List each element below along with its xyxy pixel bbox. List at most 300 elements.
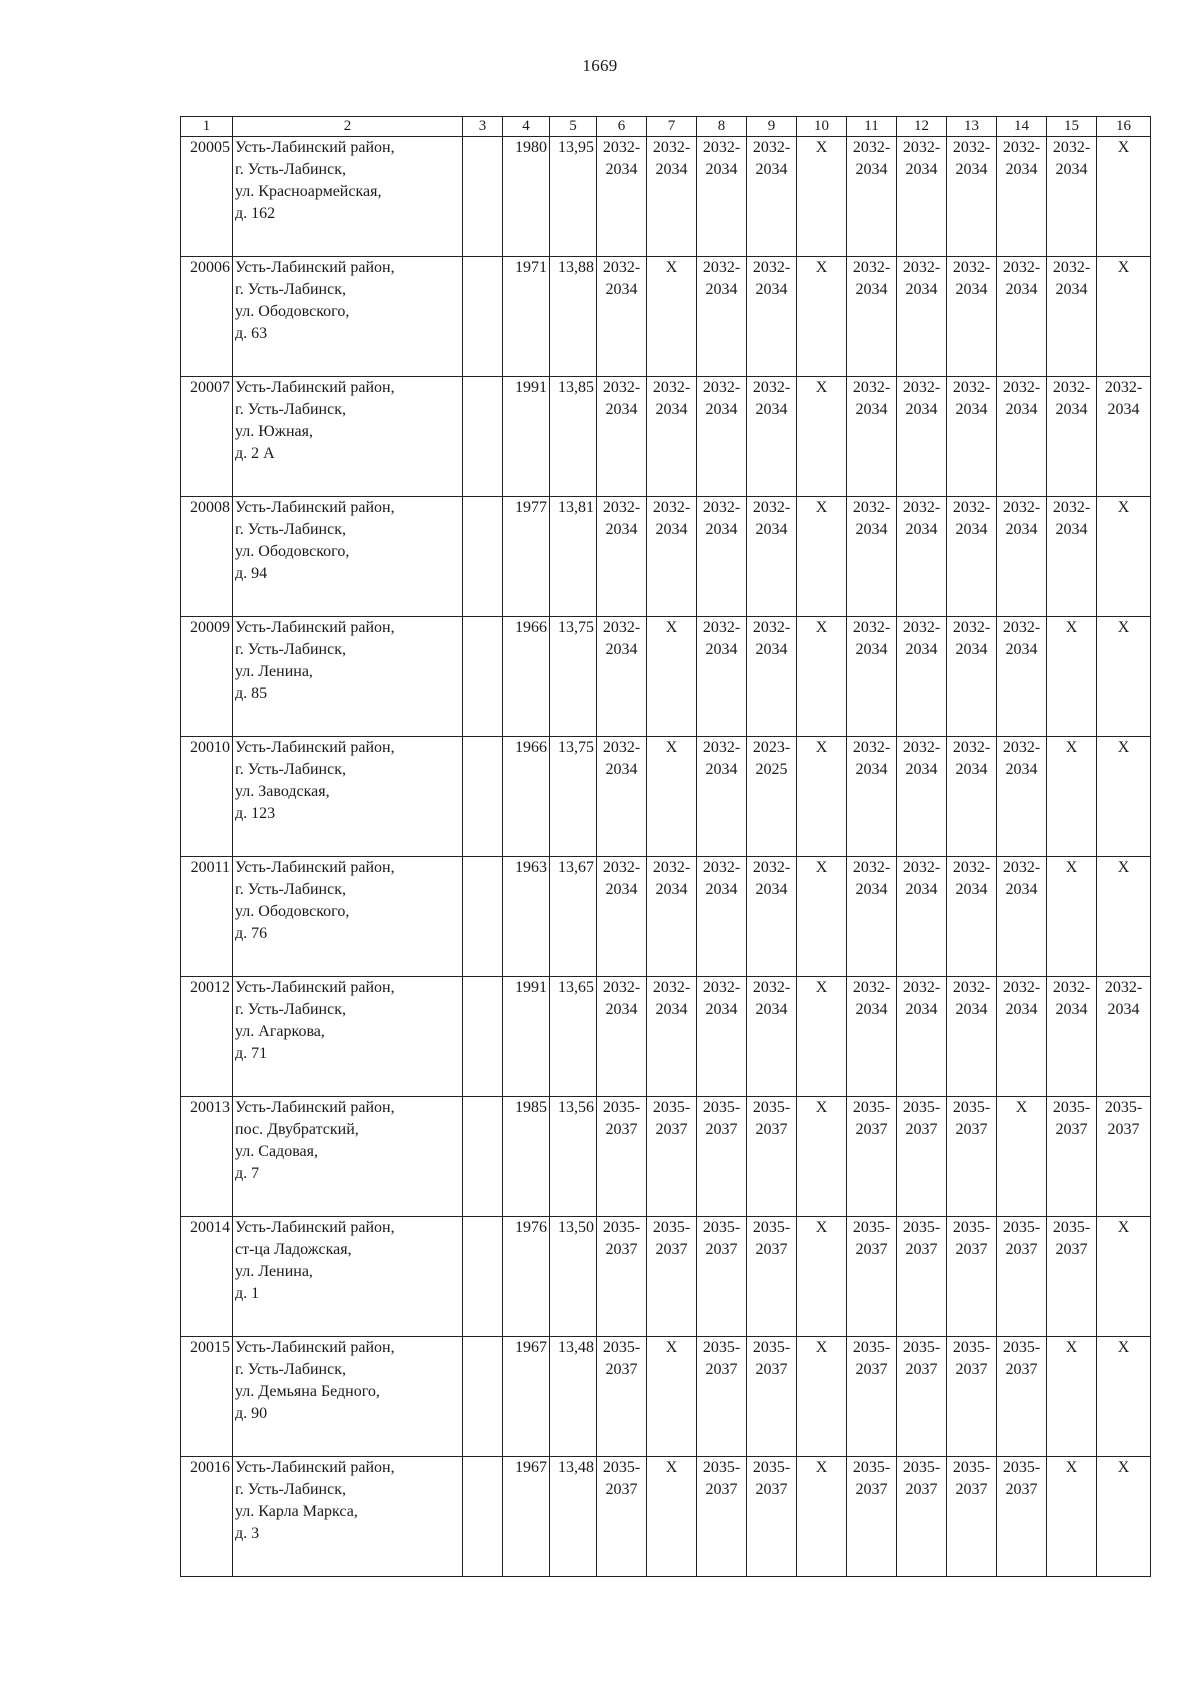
column-3-cell [463, 137, 503, 257]
term-part: 2035- [852, 1099, 891, 1116]
address-cell [233, 617, 463, 737]
column-header-9: 9 [747, 117, 797, 137]
term-part: 2032- [702, 139, 741, 156]
address-line: пос. Двубратский, [235, 1121, 359, 1138]
term-cell [697, 617, 747, 737]
term-part: 2034 [955, 281, 988, 298]
term-cell [1047, 977, 1097, 1097]
page-number: 1669 [582, 56, 618, 75]
address-line: Усть-Лабинский район, [235, 1219, 395, 1236]
not-applicable-cell: Х [797, 377, 847, 497]
address-line: д. 123 [235, 805, 276, 822]
term-part: 2034 [605, 1001, 638, 1018]
term-part: 2032- [902, 859, 941, 876]
term-part: 2034 [705, 521, 738, 538]
term-cell [647, 1097, 697, 1217]
term-cell [647, 497, 697, 617]
term-part: 2037 [655, 1241, 688, 1258]
term-part: 2032- [852, 619, 891, 636]
term-cell [847, 497, 897, 617]
term-cell [997, 857, 1047, 977]
address-line: ул. Ободовского, [235, 543, 350, 560]
term-part: 2035- [752, 1339, 791, 1356]
term-part: 2037 [955, 1481, 988, 1498]
year-cell: 1991 [503, 977, 550, 1097]
term-part: 2035- [602, 1099, 641, 1116]
term-cell [847, 857, 897, 977]
term-part: 2032- [602, 139, 641, 156]
term-part: 2034 [755, 1001, 788, 1018]
term-part: 2037 [905, 1361, 938, 1378]
address-line: Усть-Лабинский район, [235, 739, 395, 756]
term-cell [897, 497, 947, 617]
term-part: 2035- [852, 1459, 891, 1476]
term-part: 2034 [955, 1001, 988, 1018]
term-part: 2032- [702, 739, 741, 756]
term-cell [747, 377, 797, 497]
term-part: 2034 [955, 521, 988, 538]
term-part: 2034 [855, 881, 888, 898]
year-cell: 1963 [503, 857, 550, 977]
value-cell: 13,65 [550, 977, 597, 1097]
term-cell [747, 257, 797, 377]
address-line: ул. Красноармейская, [235, 183, 382, 200]
address-cell [233, 497, 463, 617]
address-cell [233, 1097, 463, 1217]
term-cell [997, 497, 1047, 617]
value-cell: 13,85 [550, 377, 597, 497]
term-part: 2032- [752, 139, 791, 156]
address-line: ул. Агаркова, [235, 1023, 325, 1040]
term-part: 2032- [952, 619, 991, 636]
term-part: 2035- [902, 1339, 941, 1356]
term-cell [897, 1457, 947, 1577]
term-cell [997, 1457, 1047, 1577]
term-part: 2032- [602, 979, 641, 996]
term-part: 2035- [602, 1339, 641, 1356]
term-cell [847, 1097, 897, 1217]
term-cell [947, 1457, 997, 1577]
term-cell [897, 977, 947, 1097]
address-line: д. 90 [235, 1405, 268, 1422]
not-applicable-cell: Х [797, 1337, 847, 1457]
address-line: г. Усть-Лабинск, [235, 1481, 346, 1498]
not-applicable-cell: Х [1097, 137, 1151, 257]
term-part: 2034 [605, 521, 638, 538]
record-id-cell: 20010 [181, 737, 233, 857]
term-part: 2034 [755, 521, 788, 538]
term-part: 2035- [702, 1339, 741, 1356]
column-3-cell [463, 1097, 503, 1217]
term-part: 2032- [652, 859, 691, 876]
column-header-16: 16 [1097, 117, 1151, 137]
term-cell [847, 977, 897, 1097]
not-applicable-cell: Х [647, 1457, 697, 1577]
term-part: 2032- [752, 259, 791, 276]
year-cell: 1966 [503, 737, 550, 857]
term-part: 2037 [755, 1361, 788, 1378]
table-row [181, 857, 1151, 977]
address-line: г. Усть-Лабинск, [235, 521, 346, 538]
term-cell [997, 1217, 1047, 1337]
term-part: 2034 [1005, 761, 1038, 778]
value-cell: 13,56 [550, 1097, 597, 1217]
term-part: 2034 [705, 161, 738, 178]
term-part: 2034 [905, 281, 938, 298]
year-cell: 1977 [503, 497, 550, 617]
term-cell [697, 1217, 747, 1337]
term-cell [647, 977, 697, 1097]
not-applicable-cell: Х [1097, 857, 1151, 977]
term-part: 2032- [1002, 859, 1041, 876]
not-applicable-cell: Х [797, 1097, 847, 1217]
term-cell [897, 857, 947, 977]
term-part: 2032- [902, 259, 941, 276]
term-part: 2034 [1107, 1001, 1140, 1018]
table-row [181, 497, 1151, 617]
term-part: 2035- [1052, 1099, 1091, 1116]
table-row [181, 137, 1151, 257]
table-row [181, 1217, 1151, 1337]
term-part: 2037 [1107, 1121, 1140, 1138]
term-part: 2032- [702, 859, 741, 876]
term-part: 2037 [705, 1481, 738, 1498]
term-cell [897, 257, 947, 377]
term-part: 2032- [702, 499, 741, 516]
term-part: 2034 [905, 521, 938, 538]
address-cell [233, 737, 463, 857]
address-line: Усть-Лабинский район, [235, 859, 395, 876]
term-part: 2034 [905, 401, 938, 418]
header-row [181, 117, 1151, 137]
table-row [181, 1097, 1151, 1217]
term-cell [747, 1337, 797, 1457]
address-cell [233, 977, 463, 1097]
term-part: 2034 [955, 401, 988, 418]
term-cell [747, 1217, 797, 1337]
term-cell [1097, 377, 1151, 497]
term-cell [697, 137, 747, 257]
term-part: 2034 [1055, 281, 1088, 298]
record-id-cell: 20005 [181, 137, 233, 257]
record-id-cell: 20015 [181, 1337, 233, 1457]
value-cell: 13,67 [550, 857, 597, 977]
address-line: д. 2 А [235, 445, 275, 462]
not-applicable-cell: Х [1047, 617, 1097, 737]
record-id-cell: 20007 [181, 377, 233, 497]
not-applicable-cell: Х [1097, 257, 1151, 377]
term-cell [947, 257, 997, 377]
term-part: 2034 [905, 1001, 938, 1018]
term-part: 2034 [705, 281, 738, 298]
address-line: ул. Ленина, [235, 1263, 313, 1280]
term-cell [697, 977, 747, 1097]
term-part: 2034 [855, 1001, 888, 1018]
term-part: 2035- [902, 1099, 941, 1116]
term-cell [747, 1457, 797, 1577]
value-cell: 13,95 [550, 137, 597, 257]
term-part: 2032- [602, 259, 641, 276]
address-cell [233, 377, 463, 497]
term-part: 2037 [605, 1121, 638, 1138]
address-line: ул. Садовая, [235, 1143, 318, 1160]
term-part: 2034 [905, 761, 938, 778]
term-part: 2034 [855, 401, 888, 418]
term-part: 2034 [655, 881, 688, 898]
term-part: 2034 [605, 761, 638, 778]
address-cell [233, 1457, 463, 1577]
term-part: 2037 [705, 1121, 738, 1138]
term-part: 2034 [1107, 401, 1140, 418]
term-cell [897, 1217, 947, 1337]
value-cell: 13,75 [550, 617, 597, 737]
term-part: 2034 [755, 161, 788, 178]
term-part: 2034 [1005, 281, 1038, 298]
term-part: 2034 [955, 761, 988, 778]
term-part: 2034 [855, 641, 888, 658]
not-applicable-cell: Х [1097, 1217, 1151, 1337]
address-line: г. Усть-Лабинск, [235, 761, 346, 778]
column-header-10: 10 [797, 117, 847, 137]
term-part: 2035- [1002, 1339, 1041, 1356]
term-cell [597, 497, 647, 617]
term-part: 2037 [855, 1241, 888, 1258]
value-cell: 13,88 [550, 257, 597, 377]
term-part: 2032- [852, 859, 891, 876]
value-cell: 13,50 [550, 1217, 597, 1337]
term-part: 2032- [902, 619, 941, 636]
term-part: 2032- [752, 499, 791, 516]
term-cell [947, 857, 997, 977]
term-part: 2037 [755, 1241, 788, 1258]
term-part: 2032- [902, 499, 941, 516]
term-part: 2032- [1002, 979, 1041, 996]
not-applicable-cell: Х [797, 497, 847, 617]
term-part: 2032- [1002, 619, 1041, 636]
address-line: д. 1 [235, 1285, 260, 1302]
term-part: 2032- [852, 499, 891, 516]
not-applicable-cell: Х [1097, 1457, 1151, 1577]
term-part: 2035- [1002, 1219, 1041, 1236]
term-cell [697, 1097, 747, 1217]
term-part: 2037 [755, 1121, 788, 1138]
not-applicable-cell: Х [1047, 1337, 1097, 1457]
value-cell: 13,81 [550, 497, 597, 617]
term-part: 2037 [955, 1241, 988, 1258]
term-part: 2034 [1055, 401, 1088, 418]
term-cell [1047, 1217, 1097, 1337]
record-id-cell: 20006 [181, 257, 233, 377]
not-applicable-cell: Х [647, 1337, 697, 1457]
term-cell [697, 497, 747, 617]
not-applicable-cell: Х [647, 257, 697, 377]
term-part: 2034 [855, 281, 888, 298]
term-cell [597, 1337, 647, 1457]
term-part: 2035- [952, 1219, 991, 1236]
year-cell: 1967 [503, 1457, 550, 1577]
address-line: д. 63 [235, 325, 268, 342]
table-row [181, 1457, 1151, 1577]
term-part: 2035- [852, 1219, 891, 1236]
term-cell [597, 1097, 647, 1217]
year-cell: 1967 [503, 1337, 550, 1457]
table-row [181, 1337, 1151, 1457]
term-part: 2035- [952, 1099, 991, 1116]
term-part: 2037 [705, 1361, 738, 1378]
year-cell: 1991 [503, 377, 550, 497]
address-line: Усть-Лабинский район, [235, 619, 395, 636]
not-applicable-cell: Х [997, 1097, 1047, 1217]
not-applicable-cell: Х [797, 977, 847, 1097]
term-cell [897, 737, 947, 857]
value-cell: 13,48 [550, 1337, 597, 1457]
term-part: 2034 [605, 401, 638, 418]
term-part: 2034 [755, 641, 788, 658]
term-cell [947, 137, 997, 257]
term-part: 2037 [905, 1121, 938, 1138]
term-cell [947, 497, 997, 617]
term-cell [997, 137, 1047, 257]
term-part: 2034 [655, 521, 688, 538]
term-part: 2035- [702, 1219, 741, 1236]
term-cell [697, 257, 747, 377]
not-applicable-cell: Х [797, 1217, 847, 1337]
term-cell [897, 617, 947, 737]
column-header-5: 5 [550, 117, 597, 137]
column-3-cell [463, 737, 503, 857]
term-part: 2037 [905, 1241, 938, 1258]
not-applicable-cell: Х [1047, 1457, 1097, 1577]
not-applicable-cell: Х [1047, 737, 1097, 857]
term-part: 2034 [705, 881, 738, 898]
table-body [181, 137, 1151, 1577]
term-cell [847, 1217, 897, 1337]
address-line: д. 162 [235, 205, 276, 222]
address-line: ул. Заводская, [235, 783, 330, 800]
term-part: 2032- [952, 979, 991, 996]
term-part: 2032- [952, 379, 991, 396]
not-applicable-cell: Х [1097, 1337, 1151, 1457]
column-header-11: 11 [847, 117, 897, 137]
term-part: 2032- [602, 379, 641, 396]
column-3-cell [463, 377, 503, 497]
term-part: 2034 [1055, 1001, 1088, 1018]
term-part: 2035- [952, 1459, 991, 1476]
term-cell [747, 497, 797, 617]
column-3-cell [463, 857, 503, 977]
term-part: 2037 [955, 1121, 988, 1138]
not-applicable-cell: Х [647, 617, 697, 737]
term-part: 2032- [1052, 379, 1091, 396]
term-part: 2035- [952, 1339, 991, 1356]
term-part: 2032- [902, 739, 941, 756]
table-row [181, 737, 1151, 857]
term-part: 2034 [905, 161, 938, 178]
term-part: 2037 [605, 1361, 638, 1378]
term-cell [847, 737, 897, 857]
address-line: ул. Ободовского, [235, 903, 350, 920]
address-line: г. Усть-Лабинск, [235, 1361, 346, 1378]
address-line: г. Усть-Лабинск, [235, 401, 346, 418]
term-cell [897, 1097, 947, 1217]
term-part: 2034 [655, 401, 688, 418]
term-cell [597, 737, 647, 857]
term-part: 2032- [752, 379, 791, 396]
year-cell: 1985 [503, 1097, 550, 1217]
term-part: 2037 [605, 1481, 638, 1498]
term-part: 2032- [1052, 499, 1091, 516]
term-part: 2034 [1005, 401, 1038, 418]
term-cell [947, 977, 997, 1097]
term-part: 2035- [902, 1459, 941, 1476]
not-applicable-cell: Х [797, 617, 847, 737]
address-line: Усть-Лабинский район, [235, 1099, 395, 1116]
term-part: 2032- [952, 259, 991, 276]
term-cell [647, 1217, 697, 1337]
term-part: 2034 [955, 881, 988, 898]
term-part: 2037 [955, 1361, 988, 1378]
term-part: 2032- [952, 859, 991, 876]
term-part: 2037 [755, 1481, 788, 1498]
address-line: ул. Южная, [235, 423, 313, 440]
term-part: 2032- [702, 979, 741, 996]
term-part: 2025 [755, 761, 788, 778]
term-cell [697, 377, 747, 497]
term-part: 2032- [1052, 259, 1091, 276]
term-part: 2032- [602, 859, 641, 876]
term-part: 2034 [705, 401, 738, 418]
term-part: 2035- [652, 1219, 691, 1236]
term-part: 2035- [702, 1099, 741, 1116]
term-cell [1047, 377, 1097, 497]
term-cell [1047, 497, 1097, 617]
term-part: 2035- [752, 1219, 791, 1236]
term-part: 2037 [855, 1361, 888, 1378]
term-cell [947, 617, 997, 737]
term-cell [597, 1217, 647, 1337]
not-applicable-cell: Х [797, 857, 847, 977]
term-part: 2034 [1005, 161, 1038, 178]
term-cell [947, 1217, 997, 1337]
term-part: 2032- [852, 139, 891, 156]
term-cell [1047, 257, 1097, 377]
term-part: 2035- [702, 1459, 741, 1476]
term-cell [847, 257, 897, 377]
not-applicable-cell: Х [1047, 857, 1097, 977]
term-part: 2035- [602, 1459, 641, 1476]
term-cell [747, 737, 797, 857]
address-line: ст-ца Ладожская, [235, 1241, 352, 1258]
address-line: г. Усть-Лабинск, [235, 641, 346, 658]
term-cell [1047, 137, 1097, 257]
term-cell [597, 857, 647, 977]
term-cell [947, 377, 997, 497]
address-line: Усть-Лабинский район, [235, 1459, 395, 1476]
not-applicable-cell: Х [1097, 617, 1151, 737]
term-part: 2035- [602, 1219, 641, 1236]
term-cell [697, 857, 747, 977]
term-part: 2032- [952, 139, 991, 156]
term-part: 2032- [1104, 979, 1143, 996]
term-part: 2032- [652, 499, 691, 516]
table-row [181, 257, 1151, 377]
not-applicable-cell: Х [1097, 737, 1151, 857]
term-part: 2032- [702, 619, 741, 636]
year-cell: 1966 [503, 617, 550, 737]
term-part: 2035- [1002, 1459, 1041, 1476]
term-cell [1097, 977, 1151, 1097]
column-header-13: 13 [947, 117, 997, 137]
